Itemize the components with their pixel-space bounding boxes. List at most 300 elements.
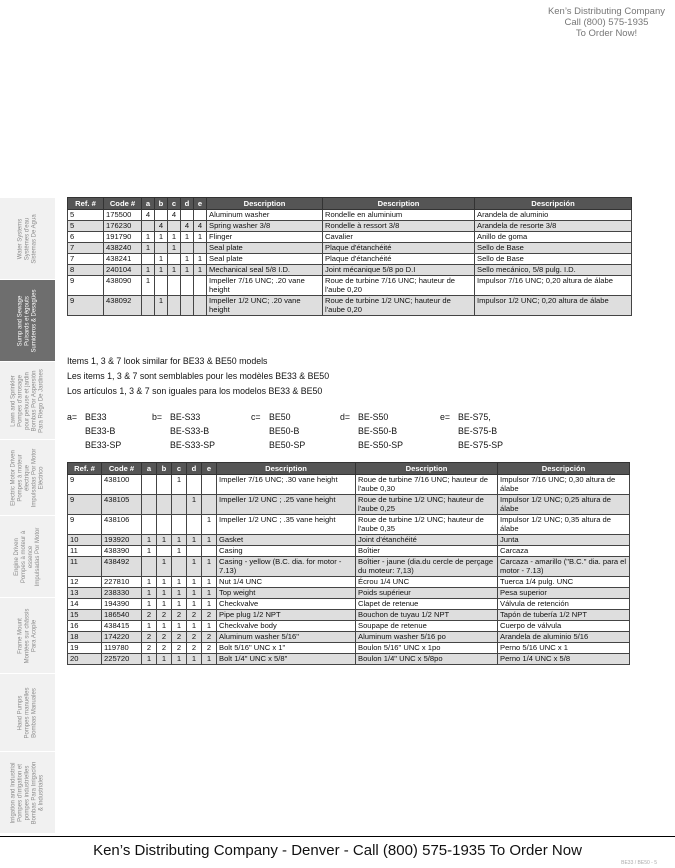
table-cell: Pipe plug 1/2 NPT xyxy=(217,610,356,621)
column-header: e xyxy=(202,463,217,475)
table-cell: 9 xyxy=(68,296,104,316)
model-line xyxy=(67,424,121,438)
table-cell: 1 xyxy=(172,546,187,557)
column-header: Ref. # xyxy=(68,463,102,475)
table-cell: 1 xyxy=(187,535,202,546)
table-cell: 7 xyxy=(68,243,104,254)
table-cell: Écrou 1/4 UNC xyxy=(356,577,498,588)
sidebar-tab-label-line: Pompes d'arrosage xyxy=(17,374,23,427)
sidebar-tab-label-line: Irrigation and Industrial xyxy=(10,761,16,824)
table-row xyxy=(68,557,630,577)
table-cell: 2 xyxy=(142,643,157,654)
table-cell: 1 xyxy=(194,232,207,243)
table-cell: Bolt 5/16" UNC x 1" xyxy=(217,643,356,654)
table-cell: 1 xyxy=(202,654,217,665)
sidebar-tab-label-line: Montées sur châssis xyxy=(24,608,30,663)
table-cell xyxy=(157,495,172,515)
sidebar-tab-label xyxy=(17,687,38,738)
header-company-name: Ken’s Distributing Company xyxy=(547,6,665,17)
sidebar-tab-label-line: pour pelouse et jardin xyxy=(24,371,30,430)
table-cell xyxy=(155,243,168,254)
table-cell: Plaque d'étanchéité xyxy=(323,243,475,254)
table-cell: 238330 xyxy=(102,588,142,599)
table-cell: 2 xyxy=(187,632,202,643)
model-group xyxy=(340,410,403,452)
table-cell: 1 xyxy=(168,265,181,276)
table-cell: 240104 xyxy=(104,265,142,276)
table-cell: 1 xyxy=(194,254,207,265)
table-cell: Roue de turbine 1/2 UNC; hauteur de l'aube 0,20 xyxy=(323,296,475,316)
table-cell xyxy=(157,475,172,495)
sidebar-tab[interactable] xyxy=(0,362,55,440)
table-cell: Aluminum washer 5/16 po xyxy=(356,632,498,643)
model-name: BE-S75-SP xyxy=(458,440,503,450)
column-header: e xyxy=(194,198,207,210)
table-cell: 2 xyxy=(157,643,172,654)
table-cell xyxy=(142,296,155,316)
table-cell: 4 xyxy=(168,210,181,221)
footer-rule xyxy=(0,836,675,837)
table-cell: 9 xyxy=(68,276,104,296)
table-cell: 1 xyxy=(157,588,172,599)
table-cell: 1 xyxy=(187,621,202,632)
model-name: BE-S50-B xyxy=(358,426,398,436)
header-phone: Call (800) 575-1935 xyxy=(564,17,649,28)
table-cell: 2 xyxy=(202,632,217,643)
sidebar-tab-label-line: Puisards et égouts xyxy=(24,295,30,346)
model-line xyxy=(251,438,305,452)
table-cell: Spring washer 3/8 xyxy=(207,221,323,232)
category-sidebar xyxy=(0,198,55,834)
table-cell: 1 xyxy=(142,654,157,665)
table-cell xyxy=(157,515,172,535)
table-cell: 12 xyxy=(68,577,102,588)
table-cell: Anillo de goma xyxy=(475,232,632,243)
sidebar-tab-label-line: Pompes à moteur à xyxy=(20,530,27,583)
table-cell: 1 xyxy=(142,588,157,599)
table-cell: Cuerpo de válvula xyxy=(498,621,630,632)
sidebar-tab[interactable] xyxy=(0,198,55,280)
table-cell: Carcaza xyxy=(498,546,630,557)
table-cell: Bouchon de tuyau 1/2 NPT xyxy=(356,610,498,621)
table-row xyxy=(68,515,630,535)
model-key: d= xyxy=(340,412,351,422)
table-cell xyxy=(202,495,217,515)
table-cell: 1 xyxy=(172,621,187,632)
model-name: BE50 xyxy=(269,412,291,422)
table-row xyxy=(68,632,630,643)
table-cell: 1 xyxy=(142,546,157,557)
table-cell: 193920 xyxy=(102,535,142,546)
sidebar-tab-label-line: Bombas Por Aspersión xyxy=(31,369,37,432)
table-cell: 1 xyxy=(172,535,187,546)
table-cell: 19 xyxy=(68,643,102,654)
table-cell: Rondelle en aluminium xyxy=(323,210,475,221)
sidebar-tab-label xyxy=(17,608,38,663)
sidebar-tab[interactable] xyxy=(0,752,55,834)
table-cell: 1 xyxy=(157,535,172,546)
table-cell xyxy=(172,557,187,577)
table-cell: 1 xyxy=(142,265,155,276)
model-name: BE50-B xyxy=(269,426,300,436)
table-cell: Rondelle à ressort 3/8 xyxy=(323,221,475,232)
table-cell: 2 xyxy=(202,610,217,621)
table-cell: 186540 xyxy=(102,610,142,621)
table-cell: Casing - yellow (B.C. dia. for motor - 7.13) xyxy=(217,557,356,577)
sidebar-tab-label-line: Impulsadas Por Motor xyxy=(34,527,41,586)
table-cell: 9 xyxy=(68,475,102,495)
sidebar-tab-label-line: Pompes d'irrigation et xyxy=(17,763,23,822)
sidebar-tab[interactable] xyxy=(0,598,55,674)
header-order-now: To Order Now! xyxy=(575,28,638,39)
sidebar-tab-label-line: Systèmes d'eau xyxy=(24,217,30,260)
table-cell: 1 xyxy=(157,557,172,577)
table-cell xyxy=(194,210,207,221)
table-cell: Impeller 7/16 UNC; .20 vane height xyxy=(207,276,323,296)
table-cell: 191790 xyxy=(104,232,142,243)
table-cell: 2 xyxy=(172,632,187,643)
model-line xyxy=(152,410,215,424)
table-cell: 1 xyxy=(187,557,202,577)
model-line xyxy=(340,438,403,452)
table-cell: Impulsor 1/2 UNC; 0,35 altura de álabe xyxy=(498,515,630,535)
table-cell: Impeller 1/2 UNC ; .25 vane height xyxy=(217,495,356,515)
table-cell: Joint d'étanchéité xyxy=(356,535,498,546)
table-cell: 16 xyxy=(68,621,102,632)
note-french: Les items 1, 3 & 7 sont semblables pour les modèles BE33 & BE50 xyxy=(67,371,330,381)
table-row xyxy=(68,621,630,632)
table-header-row xyxy=(68,463,630,475)
table-row xyxy=(68,475,630,495)
model-group xyxy=(440,410,503,452)
table-cell: 2 xyxy=(187,610,202,621)
table-cell: Impulsor 1/2 UNC; 0,20 altura de álabe xyxy=(475,296,632,316)
table-cell: 2 xyxy=(157,632,172,643)
sidebar-tab-label-line: électrique xyxy=(24,464,30,491)
table-cell: 1 xyxy=(157,577,172,588)
model-key: a= xyxy=(67,412,78,422)
model-line xyxy=(440,410,503,424)
table-cell xyxy=(155,210,168,221)
table-row xyxy=(68,546,630,557)
table-cell: 1 xyxy=(194,265,207,276)
table-cell: Casing xyxy=(217,546,356,557)
table-cell: Boîtier xyxy=(356,546,498,557)
sidebar-tab[interactable] xyxy=(0,280,55,362)
table-cell: Carcaza - amarillo ("B.C." dia. para el motor - 7.13) xyxy=(498,557,630,577)
column-header: a xyxy=(142,198,155,210)
sidebar-tab-label-line: Water Systems xyxy=(17,218,23,259)
table-cell: 1 xyxy=(172,475,187,495)
table-cell: 1 xyxy=(155,265,168,276)
sidebar-tab-label-line: Para Riego De Jardines xyxy=(38,368,44,433)
table-cell: 1 xyxy=(172,588,187,599)
table-cell: 2 xyxy=(202,643,217,654)
table-cell: 1 xyxy=(155,232,168,243)
table-cell xyxy=(181,210,194,221)
sidebar-tab-label-line: Frame Mount xyxy=(17,617,23,654)
sidebar-tab-label-line: Eléctrico xyxy=(38,465,44,490)
table-row xyxy=(68,232,632,243)
table-cell xyxy=(168,296,181,316)
sidebar-tab-label-line: Bombas Manuales xyxy=(31,687,37,738)
model-name: BE33 xyxy=(85,412,107,422)
sidebar-tab-label-line: & Industriales xyxy=(38,774,44,811)
table-cell: Roue de turbine 7/16 UNC; hauteur de l'aube 0,20 xyxy=(323,276,475,296)
table-cell: Pesa superior xyxy=(498,588,630,599)
table-cell: Sello mecánico, 5/8 pulg. I.D. xyxy=(475,265,632,276)
table-cell xyxy=(168,221,181,232)
sidebar-tab-label-line: Sumideros & Desagües xyxy=(31,288,37,353)
sidebar-tab[interactable] xyxy=(0,674,55,752)
table-cell: 11 xyxy=(68,546,102,557)
table-cell: 2 xyxy=(172,610,187,621)
table-cell: Perno 5/16 UNC x 1 xyxy=(498,643,630,654)
parts-table-1 xyxy=(67,197,632,316)
table-cell: 1 xyxy=(202,515,217,535)
table-cell: 1 xyxy=(142,599,157,610)
table-cell: 18 xyxy=(68,632,102,643)
table-cell: 1 xyxy=(172,599,187,610)
sidebar-tab-label xyxy=(17,289,38,352)
table-cell: 1 xyxy=(155,296,168,316)
table-cell: Roue de turbine 7/16 UNC; hauteur de l'aube 0,30 xyxy=(356,475,498,495)
table-cell: 174220 xyxy=(102,632,142,643)
sidebar-tab-label-line: essence xyxy=(27,545,34,568)
table-cell: 1 xyxy=(168,232,181,243)
table-row xyxy=(68,643,630,654)
table-cell: Seal plate xyxy=(207,254,323,265)
column-header: d xyxy=(181,198,194,210)
table-cell: 119780 xyxy=(102,643,142,654)
table-cell: 1 xyxy=(157,621,172,632)
table-cell: Checkvalve body xyxy=(217,621,356,632)
table-cell xyxy=(142,475,157,495)
table-cell: 10 xyxy=(68,535,102,546)
table-cell: Impeller 1/2 UNC; .20 vane height xyxy=(207,296,323,316)
table-cell: 1 xyxy=(142,535,157,546)
sidebar-tab-label xyxy=(10,369,45,433)
sidebar-tab-label xyxy=(17,214,38,263)
table-row xyxy=(68,577,630,588)
table-cell: Top weight xyxy=(217,588,356,599)
table-cell: 176230 xyxy=(104,221,142,232)
table-cell: 20 xyxy=(68,654,102,665)
column-header: Description xyxy=(217,463,356,475)
table-cell: 15 xyxy=(68,610,102,621)
table-cell: Gasket xyxy=(217,535,356,546)
table-cell: 4 xyxy=(181,221,194,232)
model-key: c= xyxy=(251,412,261,422)
table-cell: 1 xyxy=(187,495,202,515)
model-name: BE-S50-SP xyxy=(358,440,403,450)
table-cell: 11 xyxy=(68,557,102,577)
model-line xyxy=(340,424,403,438)
table-row xyxy=(68,276,632,296)
table-cell: Plaque d'étanchéité xyxy=(323,254,475,265)
table-cell: 438106 xyxy=(102,515,142,535)
column-header: Description xyxy=(356,463,498,475)
table-cell xyxy=(168,254,181,265)
table-row xyxy=(68,243,632,254)
table-cell: Tapón de tubería 1/2 NPT xyxy=(498,610,630,621)
table-cell xyxy=(155,276,168,296)
table-cell: 1 xyxy=(202,588,217,599)
column-header: Description xyxy=(207,198,323,210)
model-group xyxy=(152,410,215,452)
table-cell xyxy=(142,515,157,535)
table-cell xyxy=(157,546,172,557)
sidebar-tab-label-line: Sistemas De Agua xyxy=(31,213,37,264)
table-cell xyxy=(202,475,217,495)
table-row xyxy=(68,599,630,610)
column-header: Description xyxy=(323,198,475,210)
table-cell: Bolt 1/4" UNC x 5/8" xyxy=(217,654,356,665)
model-name: BE-S33-SP xyxy=(170,440,215,450)
column-header: a xyxy=(142,463,157,475)
column-header: Descripción xyxy=(498,463,630,475)
table-cell: 1 xyxy=(157,654,172,665)
table-cell: 1 xyxy=(172,577,187,588)
table-cell: 1 xyxy=(202,577,217,588)
table-row xyxy=(68,296,632,316)
column-header: Code # xyxy=(102,463,142,475)
table-row xyxy=(68,221,632,232)
table-cell: Clapet de retenue xyxy=(356,599,498,610)
table-cell: 1 xyxy=(202,621,217,632)
table-cell xyxy=(142,254,155,265)
sidebar-tab-label-line: pompes industrielles xyxy=(24,765,30,820)
table-cell: 9 xyxy=(68,515,102,535)
model-group xyxy=(67,410,121,452)
table-cell: Boulon 5/16" UNC x 1po xyxy=(356,643,498,654)
table-cell: 1 xyxy=(157,599,172,610)
table-cell: Impulsor 7/16 UNC; 0,20 altura de álabe xyxy=(475,276,632,296)
table-cell: Impeller 1/2 UNC ; .35 vane height xyxy=(217,515,356,535)
table-cell: Tuerca 1/4 pulg. UNC xyxy=(498,577,630,588)
column-header: Descripción xyxy=(475,198,632,210)
table-cell: 1 xyxy=(181,265,194,276)
parts-table-2 xyxy=(67,462,630,665)
table-cell: Roue de turbine 1/2 UNC; hauteur de l'aube 0,25 xyxy=(356,495,498,515)
table-cell xyxy=(172,515,187,535)
model-name: BE-S50 xyxy=(358,412,389,422)
table-cell: 1 xyxy=(187,577,202,588)
sidebar-tab-label-line: Hand Pumps xyxy=(17,695,23,730)
table-cell: Flinger xyxy=(207,232,323,243)
page-reference: BE33 / BE50 - 5 xyxy=(621,860,657,866)
model-line xyxy=(251,410,305,424)
table-cell: 438092 xyxy=(104,296,142,316)
table-row xyxy=(68,210,632,221)
table-cell xyxy=(187,546,202,557)
table-cell: 1 xyxy=(187,599,202,610)
sidebar-tab-label-line: Lawn and Sprinkler xyxy=(10,374,16,427)
sidebar-tab-label-line: Para Acople xyxy=(31,619,37,652)
model-line xyxy=(340,410,403,424)
table-cell: 1 xyxy=(202,599,217,610)
column-header: b xyxy=(155,198,168,210)
footer-banner: Ken’s Distributing Company - Denver - Call (800) 575-1935 To Order Now xyxy=(93,842,582,859)
table-cell: 438090 xyxy=(104,276,142,296)
model-name: BE33-B xyxy=(85,426,116,436)
table-row xyxy=(68,588,630,599)
table-cell: 8 xyxy=(68,265,104,276)
table-cell: Aluminum washer xyxy=(207,210,323,221)
sidebar-tab-label-line: Impulsadas Por Motor xyxy=(31,448,37,507)
model-name: BE-S33 xyxy=(170,412,201,422)
sidebar-tab[interactable] xyxy=(0,440,55,516)
model-name: BE50-SP xyxy=(269,440,306,450)
column-header: c xyxy=(172,463,187,475)
table-cell: 5 xyxy=(68,210,104,221)
table-cell: 4 xyxy=(155,221,168,232)
table-cell: Checkvalve xyxy=(217,599,356,610)
table-cell: 2 xyxy=(172,643,187,654)
table-cell: 438415 xyxy=(102,621,142,632)
table-cell: 2 xyxy=(142,632,157,643)
table-cell: 1 xyxy=(155,254,168,265)
table-cell xyxy=(194,243,207,254)
table-cell xyxy=(181,276,194,296)
table-row xyxy=(68,535,630,546)
table-cell: 1 xyxy=(181,232,194,243)
table-cell: Arandela de aluminio 5/16 xyxy=(498,632,630,643)
sidebar-tab-label-line: Engine Driven xyxy=(13,537,20,576)
table-cell xyxy=(142,557,157,577)
table-cell: 225720 xyxy=(102,654,142,665)
table-cell: Arandela de aluminio xyxy=(475,210,632,221)
table-cell: Junta xyxy=(498,535,630,546)
table-cell: 1 xyxy=(142,621,157,632)
column-header: Code # xyxy=(104,198,142,210)
table-cell xyxy=(172,495,187,515)
table-cell: 1 xyxy=(187,588,202,599)
table-cell xyxy=(142,221,155,232)
note-english: Items 1, 3 & 7 look similar for BE33 & BE50 models xyxy=(67,356,268,366)
table-cell: Seal plate xyxy=(207,243,323,254)
table-cell: Sello de Base xyxy=(475,243,632,254)
table-cell xyxy=(187,515,202,535)
table-cell: 1 xyxy=(142,577,157,588)
model-line xyxy=(152,424,215,438)
table-cell: 1 xyxy=(142,243,155,254)
table-cell: 6 xyxy=(68,232,104,243)
table-row xyxy=(68,265,632,276)
table-cell: 438390 xyxy=(102,546,142,557)
column-header: d xyxy=(187,463,202,475)
table-row xyxy=(68,254,632,265)
table-cell: 2 xyxy=(157,610,172,621)
table-cell: 5 xyxy=(68,221,104,232)
model-line xyxy=(440,438,503,452)
table-cell: 438100 xyxy=(102,475,142,495)
model-name: BE-S33-B xyxy=(170,426,210,436)
table-cell: Arandela de resorte 3/8 xyxy=(475,221,632,232)
table-cell: Poids supérieur xyxy=(356,588,498,599)
sidebar-tab[interactable] xyxy=(0,516,55,598)
table-cell: 194390 xyxy=(102,599,142,610)
model-name: BE-S75, xyxy=(458,412,491,422)
table-cell: 4 xyxy=(194,221,207,232)
table-cell: Sello de Base xyxy=(475,254,632,265)
model-line xyxy=(152,438,215,452)
table-cell: Mechanical seal 5/8 I.D. xyxy=(207,265,323,276)
table-cell: 1 xyxy=(142,232,155,243)
table-row xyxy=(68,610,630,621)
model-group xyxy=(251,410,305,452)
model-line xyxy=(440,424,503,438)
